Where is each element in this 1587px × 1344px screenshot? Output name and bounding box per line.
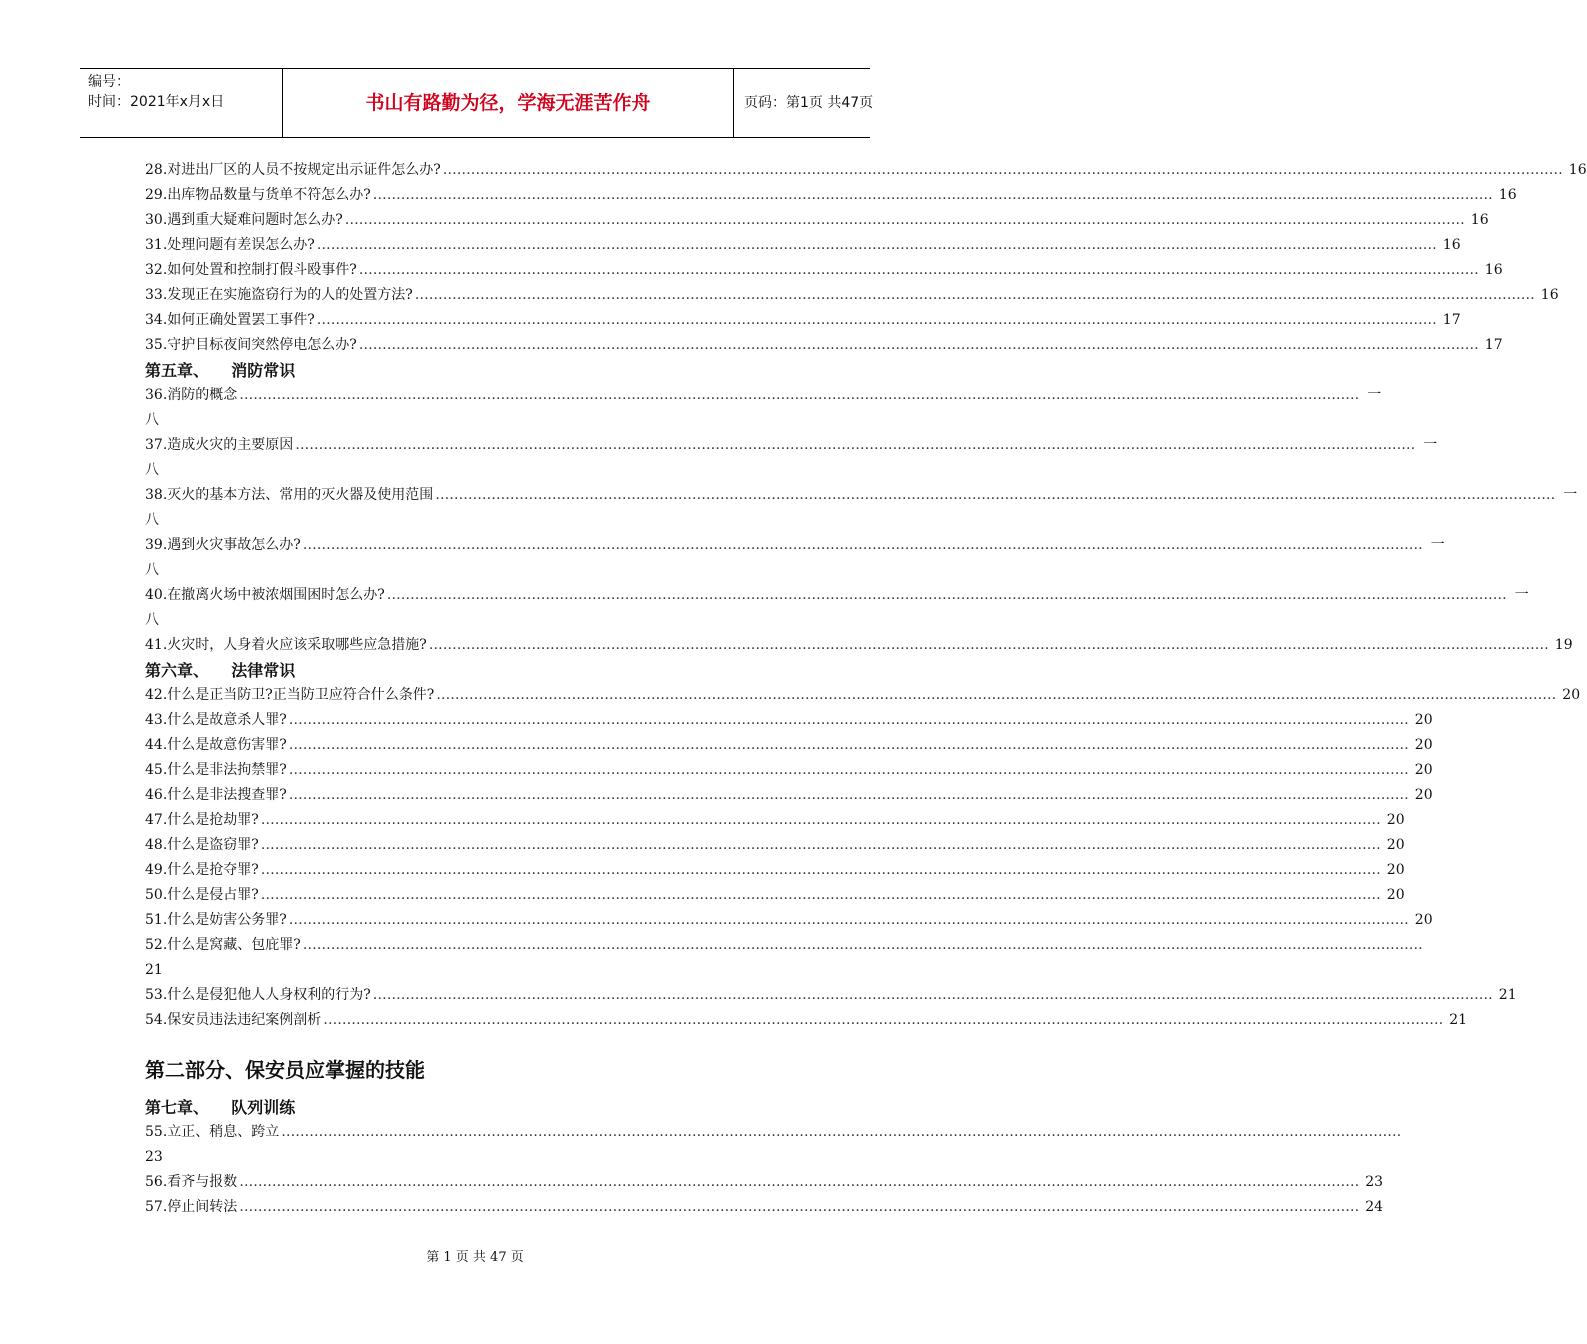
toc-entry-page: 16 <box>1470 212 1489 228</box>
toc-entry-wrap: 八 <box>145 562 159 578</box>
toc-entry-title: 38.灭火的基本方法、常用的灭火器及使用范围 <box>145 487 434 503</box>
toc-leader-dots: …………………………………………………………………………………………………………………………………………………………………………………………………………………… <box>239 387 1360 403</box>
toc-entry[interactable] <box>145 708 1433 733</box>
toc-entry-title: 34.如何正确处置罢工事件? <box>145 312 315 328</box>
toc-leader-dots: …………………………………………………………………………………………………………………………………………………………………………………………………………………… <box>288 787 1409 803</box>
toc-entry-wrap: 八 <box>145 612 159 628</box>
toc-entry[interactable] <box>145 1008 1468 1033</box>
toc-entry[interactable] <box>145 1170 1384 1195</box>
toc-entry-title: 41.火灾时，人身着火应该采取哪些应急措施? <box>145 637 427 653</box>
toc-entry-page: 20 <box>1414 787 1433 803</box>
toc-entry-page: 16 <box>1498 187 1517 203</box>
toc-entry-title: 37.造成火灾的主要原因 <box>145 437 294 453</box>
toc-entry-title: 33.发现正在实施盗窃行为的人的处置方法? <box>145 287 413 303</box>
toc-entry-page: 一 <box>1514 587 1529 603</box>
toc-leader-dots: …………………………………………………………………………………………………………………………………………………………………………………………………………………… <box>295 437 1416 453</box>
toc-leader-dots: …………………………………………………………………………………………………………………………………………………………………………………………………………………… <box>260 812 1381 828</box>
toc-leader-dots: …………………………………………………………………………………………………………………………………………………………………………………………………………………… <box>442 162 1563 178</box>
toc-entry-page: 17 <box>1442 312 1461 328</box>
toc-entry-title: 43.什么是故意杀人罪? <box>145 712 287 728</box>
toc-entry[interactable] <box>145 183 1517 208</box>
toc-entry[interactable] <box>145 783 1433 808</box>
toc-entry-title: 53.什么是侵犯他人人身权利的行为? <box>145 987 371 1003</box>
toc-entry-page: 20 <box>1414 737 1433 753</box>
toc-entry[interactable] <box>145 1120 1402 1145</box>
toc-leader-dots: …………………………………………………………………………………………………………………………………………………………………………………………………………………… <box>260 837 1381 853</box>
toc-entry-title: 28.对进出厂区的人员不按规定出示证件怎么办? <box>145 162 441 178</box>
toc-leader-dots: …………………………………………………………………………………………………………………………………………………………………………………………………………………… <box>288 737 1409 753</box>
toc-entry[interactable] <box>145 1195 1384 1220</box>
toc-entry-page: 20 <box>1386 812 1405 828</box>
toc-leader-dots: …………………………………………………………………………………………………………………………………………………………………………………………………………………… <box>260 887 1381 903</box>
toc-entry-page: 一 <box>1430 537 1445 553</box>
toc-entry-title: 47.什么是抢劫罪? <box>145 812 259 828</box>
toc-entry[interactable] <box>145 758 1433 783</box>
toc-entry-page: 16 <box>1540 287 1559 303</box>
toc-leader-dots: …………………………………………………………………………………………………………………………………………………………………………………………………………………… <box>288 712 1409 728</box>
toc-entry[interactable] <box>145 808 1405 833</box>
toc-entry-title: 40.在撤离火场中被浓烟围困时怎么办? <box>145 587 385 603</box>
toc-entry-title: 48.什么是盗窃罪? <box>145 837 259 853</box>
toc-entry[interactable] <box>145 308 1461 333</box>
toc-entry-page: 20 <box>1386 862 1405 878</box>
header-page-info: 页码：第1页 共47页 <box>744 95 874 111</box>
toc-entry[interactable] <box>145 483 1578 508</box>
toc-entry[interactable] <box>145 533 1445 558</box>
toc-entry-title: 39.遇到火灾事故怎么办? <box>145 537 301 553</box>
toc-entry[interactable] <box>145 633 1573 658</box>
toc-entry-title: 35.守护目标夜间突然停电怎么办? <box>145 337 357 353</box>
toc-leader-dots: …………………………………………………………………………………………………………………………………………………………………………………………………………………… <box>386 587 1507 603</box>
toc-entry-title: 54.保安员违法违纪案例剖析 <box>145 1012 322 1028</box>
toc-entry-title: 29.出库物品数量与货单不符怎么办? <box>145 187 371 203</box>
toc-entry-title: 32.如何处置和控制打假斗殴事件? <box>145 262 357 278</box>
toc-entry-wrap: 23 <box>145 1149 163 1165</box>
toc-entry-title: 30.遇到重大疑难问题时怎么办? <box>145 212 343 228</box>
toc-leader-dots: …………………………………………………………………………………………………………………………………………………………………………………………………………………… <box>358 337 1479 353</box>
toc-entry-title: 42.什么是正当防卫?正当防卫应符合什么条件? <box>145 687 435 703</box>
toc-entry-page: 16 <box>1484 262 1503 278</box>
toc-leader-dots: …………………………………………………………………………………………………………………………………………………………………………………………………………………… <box>302 937 1423 953</box>
toc-leader-dots: …………………………………………………………………………………………………………………………………………………………………………………………………………………… <box>436 687 1557 703</box>
toc-entry[interactable] <box>145 258 1503 283</box>
toc-leader-dots: …………………………………………………………………………………………………………………………………………………………………………………………………………………… <box>302 537 1423 553</box>
toc-leader-dots: …………………………………………………………………………………………………………………………………………………………………………………………………………………… <box>288 912 1409 928</box>
toc-entry-page: 16 <box>1442 237 1461 253</box>
toc-entry[interactable] <box>145 883 1405 908</box>
toc-entry-title: 44.什么是故意伤害罪? <box>145 737 287 753</box>
toc-entry[interactable] <box>145 433 1438 458</box>
toc-entry[interactable] <box>145 383 1382 408</box>
toc-entry[interactable] <box>145 283 1559 308</box>
toc-entry-page: 一 <box>1367 387 1382 403</box>
toc-entry-title: 57.停止间转法 <box>145 1199 238 1215</box>
toc-entry-title: 52.什么是窝藏、包庇罪? <box>145 937 301 953</box>
part-heading: 第二部分、保安员应掌握的技能 <box>145 1058 425 1082</box>
toc-entry-page: 21 <box>1449 1012 1468 1028</box>
toc-leader-dots: …………………………………………………………………………………………………………………………………………………………………………………………………………………… <box>372 987 1493 1003</box>
time-label: 时间：2021年x月x日 <box>88 94 225 110</box>
toc-entry[interactable] <box>145 158 1587 183</box>
toc-entry-title: 49.什么是抢夺罪? <box>145 862 259 878</box>
toc-leader-dots: …………………………………………………………………………………………………………………………………………………………………………………………………………………… <box>428 637 1549 653</box>
toc-entry[interactable] <box>145 233 1461 258</box>
header-meta <box>80 69 282 137</box>
document-header <box>80 68 874 138</box>
toc-leader-dots: …………………………………………………………………………………………………………………………………………………………………………………………………………………… <box>288 762 1409 778</box>
toc-entry-title: 36.消防的概念 <box>145 387 238 403</box>
toc-entry-wrap: 八 <box>145 512 159 528</box>
toc-entry-page: 20 <box>1414 712 1433 728</box>
toc-entry-title: 31.处理问题有差误怎么办? <box>145 237 315 253</box>
toc-entry-wrap: 21 <box>145 962 163 978</box>
toc-entry[interactable] <box>145 933 1423 958</box>
toc-entry-title: 50.什么是侵占罪? <box>145 887 259 903</box>
serial-label: 编号： <box>88 74 130 90</box>
toc-entry-title: 45.什么是非法拘禁罪? <box>145 762 287 778</box>
toc-leader-dots: …………………………………………………………………………………………………………………………………………………………………………………………………………………… <box>372 187 1493 203</box>
toc-leader-dots: …………………………………………………………………………………………………………………………………………………………………………………………………………………… <box>414 287 1535 303</box>
toc-entry-page: 20 <box>1386 887 1405 903</box>
toc-entry-title: 46.什么是非法搜查罪? <box>145 787 287 803</box>
toc-entry[interactable] <box>145 333 1503 358</box>
toc-entry-page: 21 <box>1498 987 1517 1003</box>
toc-leader-dots: …………………………………………………………………………………………………………………………………………………………………………………………………………………… <box>435 487 1556 503</box>
toc-entry-page: 一 <box>1563 487 1578 503</box>
toc-leader-dots: …………………………………………………………………………………………………………………………………………………………………………………………………………………… <box>316 237 1437 253</box>
header-motto: 书山有路勤为径，学海无涯苦作舟 <box>282 69 734 137</box>
toc-entry[interactable] <box>145 983 1517 1008</box>
toc-leader-dots: …………………………………………………………………………………………………………………………………………………………………………………………………………………… <box>316 312 1437 328</box>
page-footer: 第 1 页 共 47 页 <box>426 1250 524 1265</box>
toc-leader-dots: …………………………………………………………………………………………………………………………………………………………………………………………………………………… <box>358 262 1479 278</box>
toc-entry-title: 51.什么是妨害公务罪? <box>145 912 287 928</box>
toc-entry-title: 56.看齐与报数 <box>145 1174 238 1190</box>
toc-entry[interactable] <box>145 683 1581 708</box>
toc-entry-title: 55.立正、稍息、跨立 <box>145 1124 280 1140</box>
chapter-heading: 第五章、 消防常识 <box>145 361 296 380</box>
toc-entry-page: 一 <box>1423 437 1438 453</box>
toc-entry-wrap: 八 <box>145 412 159 428</box>
toc-leader-dots: …………………………………………………………………………………………………………………………………………………………………………………………………………………… <box>344 212 1465 228</box>
toc-entry-wrap: 八 <box>145 462 159 478</box>
toc-leader-dots: …………………………………………………………………………………………………………………………………………………………………………………………………………………… <box>260 862 1381 878</box>
toc-entry[interactable] <box>145 908 1433 933</box>
toc-entry[interactable] <box>145 733 1433 758</box>
toc-entry-page: 20 <box>1386 837 1405 853</box>
toc-entry-page: 17 <box>1484 337 1503 353</box>
toc-entry-page: 16 <box>1568 162 1587 178</box>
toc-leader-dots: …………………………………………………………………………………………………………………………………………………………………………………………………………………… <box>239 1199 1360 1215</box>
toc-entry[interactable] <box>145 208 1489 233</box>
chapter-heading: 第七章、 队列训练 <box>145 1098 296 1117</box>
toc-entry-page: 24 <box>1365 1199 1384 1215</box>
toc-entry-page: 19 <box>1554 637 1573 653</box>
chapter-heading: 第六章、 法律常识 <box>145 661 296 680</box>
toc-entry-page: 20 <box>1414 762 1433 778</box>
toc-entry[interactable] <box>145 833 1405 858</box>
toc-entry[interactable] <box>145 858 1405 883</box>
toc-leader-dots: …………………………………………………………………………………………………………………………………………………………………………………………………………………… <box>281 1124 1402 1140</box>
toc-entry[interactable] <box>145 583 1529 608</box>
toc-leader-dots: …………………………………………………………………………………………………………………………………………………………………………………………………………………… <box>323 1012 1444 1028</box>
toc-leader-dots: …………………………………………………………………………………………………………………………………………………………………………………………………………………… <box>239 1174 1360 1190</box>
toc-entry-page: 20 <box>1562 687 1581 703</box>
toc-entry-page: 20 <box>1414 912 1433 928</box>
toc-entry-page: 23 <box>1365 1174 1384 1190</box>
table-of-contents <box>145 158 1587 1220</box>
